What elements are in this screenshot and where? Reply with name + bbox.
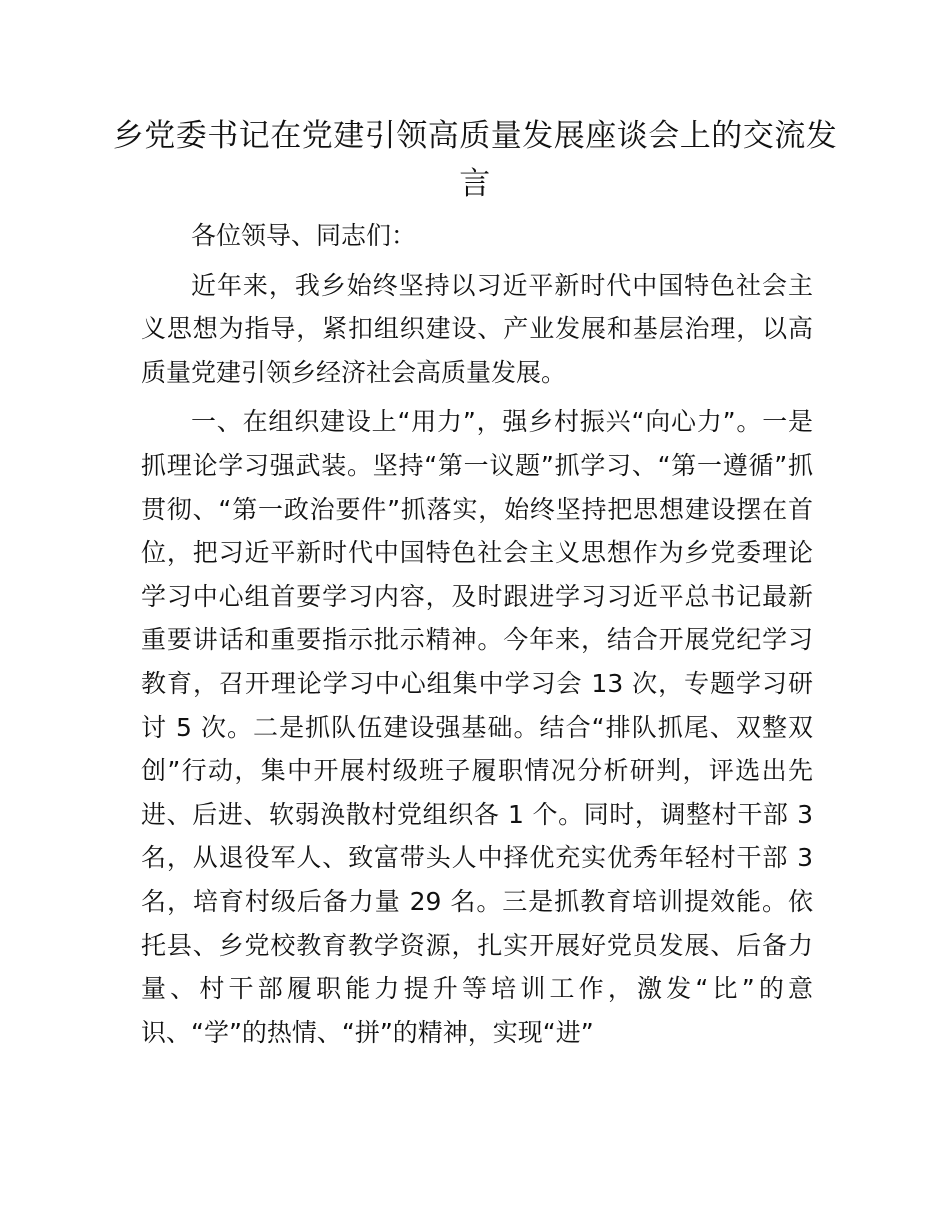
document-body [141,214,813,1060]
greeting: 各位领导、同志们： [191,221,417,250]
document-title: 乡党委书记在党建引领高质量发展座谈会上的交流发言 [112,118,838,202]
paragraph-intro: 近年来，我乡始终坚持以习近平新时代中国特色社会主义思想为指导，紧扣组织建设、产业发展和基层治理，以高质量党建引领乡经济社会高质量发展。 [141,270,813,387]
paragraph-organization-building: 一、在组织建设上“用力”，强乡村振兴“向心力”。一是抓理论学习强武装。坚持“第一议题”抓学习、“第一遵循”抓贯彻、“第一政治要件”抓落实，始终坚持把思想建设摆在首位，把习近平新时代中国特色社会主义思想作为乡党委理论学习中心组首要学习内容，及时跟进学习习近平总书记最新重要讲话和重要指示批示精神。今年来，结合开展党纪学习教育，召开理论学习中心组集中学习会 13 次，专题学习研讨 5 次。二是抓队伍建设强基础。结合“排队抓尾、双整双创”行动，集中开展村级班子履职情况分析研判，评选出先进、后进、软弱涣散村党组织各 1 个。同时，调整村干部 3 名，从退役军人、致富带头人中择优充实优秀年轻村干部 3 名，培育村级后备力量 29 名。三是抓教育培训提效能。依托县、乡党校教育教学资源，扎实开展好党员发展、后备力量、村干部履职能力提升等培训工作，激发“比”的意识、“学”的热情、“拼”的精神，实现“进” [141,407,813,1047]
